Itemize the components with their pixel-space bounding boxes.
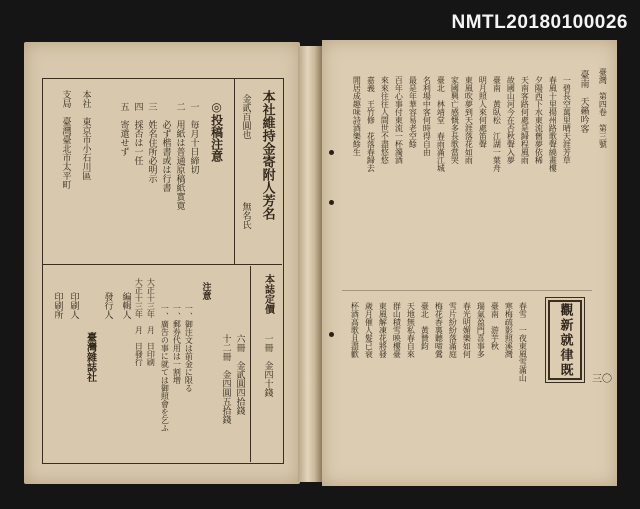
lower-poem-line: 梅花香裏聽啼鶯 (434, 302, 444, 358)
poem-line: 明月照人來何處笛聲 (478, 76, 488, 148)
poem-line: 嘉義 王竹修 花落春歸去 (366, 76, 376, 172)
guideline-3: 必ず楷書或は行書 (160, 102, 171, 192)
head-office-address: 本社 東京市小石川區 (80, 90, 91, 180)
price-row-2: 六冊 金貳圓四拾錢 (234, 334, 245, 415)
binding-hole (329, 332, 334, 337)
record-id: NMTL20180100026 (451, 12, 628, 33)
page-number: 三〇 (592, 374, 612, 385)
running-header: 臺灣 第四卷 第三號 (598, 68, 608, 148)
book-spine (298, 46, 322, 482)
frame-divider (42, 264, 282, 265)
binding-hole (329, 200, 334, 205)
poem-line: 天南客路何處是歸程風雨 (520, 76, 530, 164)
lower-poem-line: 瑞氣盈門喜事多 (476, 302, 486, 358)
publisher-label: 發行人 (102, 292, 113, 319)
poem-line: 名利場中客何時得自由 (422, 76, 432, 156)
editor-label: 編輯人 (120, 292, 131, 319)
poem-line: 來來往往人間世不盡悠悠 (380, 76, 390, 164)
note-3: 一、廣告の事に就ては御照會を乞ふ (160, 304, 170, 432)
lower-poem-line: 歲月催人髮已衰 (364, 302, 374, 358)
issue-date: 大正十三年 月 日發行 (134, 278, 144, 366)
guideline-4: 三 姓名住所必明示 (146, 102, 157, 183)
price-table-divider (250, 266, 251, 462)
lower-poem-line: 群山積雪映樓臺 (392, 302, 402, 358)
poem-line: 一碧長空萬里晴天涯芳草 (562, 76, 572, 164)
lower-poem-line: 杯酒高歌且盡歡 (350, 302, 360, 358)
lower-poem-line: 春雪 一夜東風雪滿山 (518, 302, 528, 382)
guideline-1: 一 毎月十日締切 (188, 102, 199, 174)
section-title: 觀新就律既 (557, 302, 573, 378)
poem-line: 百年心事付東流一杯濁酒 (394, 76, 404, 164)
lower-poem-line: 雪片紛紛落滿庭 (448, 302, 458, 358)
note-1: 一、御注文は前金に限る (184, 304, 194, 392)
note-2: 一、郵券代用は一割増 (172, 304, 182, 384)
poem-line: 家國興亡感慨多長歌當哭 (450, 76, 460, 164)
notes-heading: 注意 (200, 282, 211, 300)
lower-poem-line: 寒梅疏影照溪灣 (504, 302, 514, 358)
printer-label: 印刷人 (68, 292, 79, 319)
lower-poem-line: 天地無私春自來 (406, 302, 416, 358)
binding-hole (329, 150, 334, 155)
lower-poem-line: 東風解凍花將發 (378, 302, 388, 358)
notice-title: 本社維持金寄附人芳名 (259, 90, 275, 220)
poem-line: 春風十里揚州路歌聲繞畫樓 (548, 76, 558, 172)
branch-office-address: 支局 臺灣臺北市太平町 (60, 90, 71, 189)
price-row-1: 一冊 金四十錢 (262, 334, 273, 397)
price-row-3: 十二冊 金四圓五拾錢 (220, 334, 231, 424)
poem-line: 夕陽西下水東流舊夢依稀 (534, 76, 544, 164)
guidelines-heading: ◎投稿注意 (209, 100, 224, 162)
lower-poem-line: 春光明媚樂如何 (462, 302, 472, 358)
guideline-2: 二 用紙は普通原稿紙實寛 (174, 102, 185, 210)
right-page (322, 40, 617, 486)
guideline-6: 五 寄還せず (118, 102, 129, 156)
poem-line: 閒居成趣味詩酒樂餘生 (352, 76, 362, 156)
print-date: 大正十三年 月 日印刷 (146, 278, 156, 366)
notice-subtitle: 金貳百圓也 (240, 94, 251, 139)
poem-title-1: 臺南 天籟吟客 (578, 70, 589, 133)
notice-name-line: 無名氏 (240, 202, 251, 229)
print-shop-label: 印刷所 (52, 292, 63, 319)
section-title-stamp (548, 300, 582, 380)
poem-line: 臺南 黃臥松 江湖一葉舟 (492, 76, 502, 172)
poem-line: 臺北 林靖堂 春雨滿江城 (436, 76, 446, 172)
poem-line: 東風吹夢到天涯落花如雨 (464, 76, 474, 164)
left-page (24, 42, 300, 484)
publisher-name: 臺灣雜誌社 (84, 332, 96, 382)
header-column-divider (234, 78, 235, 264)
section-divider (342, 290, 592, 291)
lower-poem-line: 臺南 游芋秋 (490, 302, 500, 350)
poem-line: 故國山河今在否秋聲入夢 (506, 76, 516, 164)
poem-line: 最是年華容易老空餘 (408, 76, 418, 148)
price-table-title: 本誌定價 (262, 274, 274, 314)
guideline-5: 四 採否は一任 (132, 102, 143, 165)
lower-poem-line: 臺北 黃贊鈞 (420, 302, 430, 350)
